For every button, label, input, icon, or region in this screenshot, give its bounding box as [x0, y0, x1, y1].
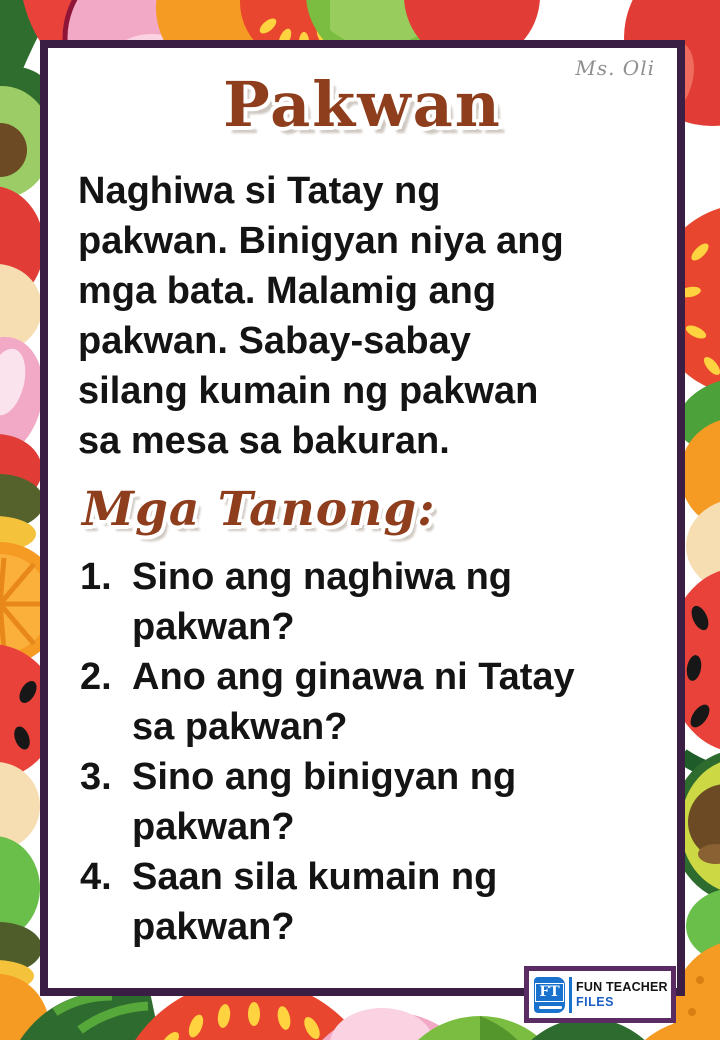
- story-line: mga bata. Malamig ang: [78, 270, 497, 312]
- questions-heading: Mga Tanong:: [82, 482, 436, 537]
- story-line: silang kumain ng pakwan: [78, 370, 539, 412]
- question-number: 2.: [80, 655, 112, 698]
- teacher-signature: Ms. Oli: [575, 56, 655, 80]
- questions-list: [80, 552, 657, 952]
- question-line: pakwan?: [132, 805, 295, 848]
- question-item: [80, 652, 657, 752]
- question-line: pakwan?: [132, 605, 295, 648]
- question-line: pakwan?: [132, 905, 295, 948]
- question-item: [80, 752, 657, 852]
- question-line: Sino ang naghiwa ng: [132, 555, 512, 598]
- story-line: pakwan. Binigyan niya ang: [78, 220, 564, 262]
- page-title: Pakwan: [223, 68, 502, 141]
- logo-line-1: FUN TEACHER: [576, 980, 668, 995]
- question-line: sa pakwan?: [132, 705, 348, 748]
- question-text: [132, 852, 657, 952]
- question-line: Saan sila kumain ng: [132, 855, 498, 898]
- question-item: [80, 852, 657, 952]
- question-item: [80, 552, 657, 652]
- question-number: 4.: [80, 855, 112, 898]
- logo-line-2: FILES: [576, 994, 614, 1009]
- logo-text: [576, 980, 668, 1009]
- question-text: [132, 652, 657, 752]
- book-spine-divider: [569, 977, 572, 1013]
- question-text: [132, 752, 657, 852]
- book-icon-initials: FT: [535, 983, 563, 1002]
- question-text: [132, 552, 657, 652]
- question-number: 1.: [80, 555, 112, 598]
- story-line: pakwan. Sabay-sabay: [78, 320, 471, 362]
- question-number: 3.: [80, 755, 112, 798]
- question-line: Sino ang binigyan ng: [132, 755, 517, 798]
- worksheet-card: [40, 40, 685, 996]
- fun-teacher-files-logo: [524, 966, 676, 1023]
- story-paragraph: [78, 166, 653, 466]
- story-line: sa mesa sa bakuran.: [78, 420, 450, 462]
- question-line: Ano ang ginawa ni Tatay: [132, 655, 575, 698]
- story-line: Naghiwa si Tatay ng: [78, 170, 441, 212]
- book-icon: [534, 977, 565, 1013]
